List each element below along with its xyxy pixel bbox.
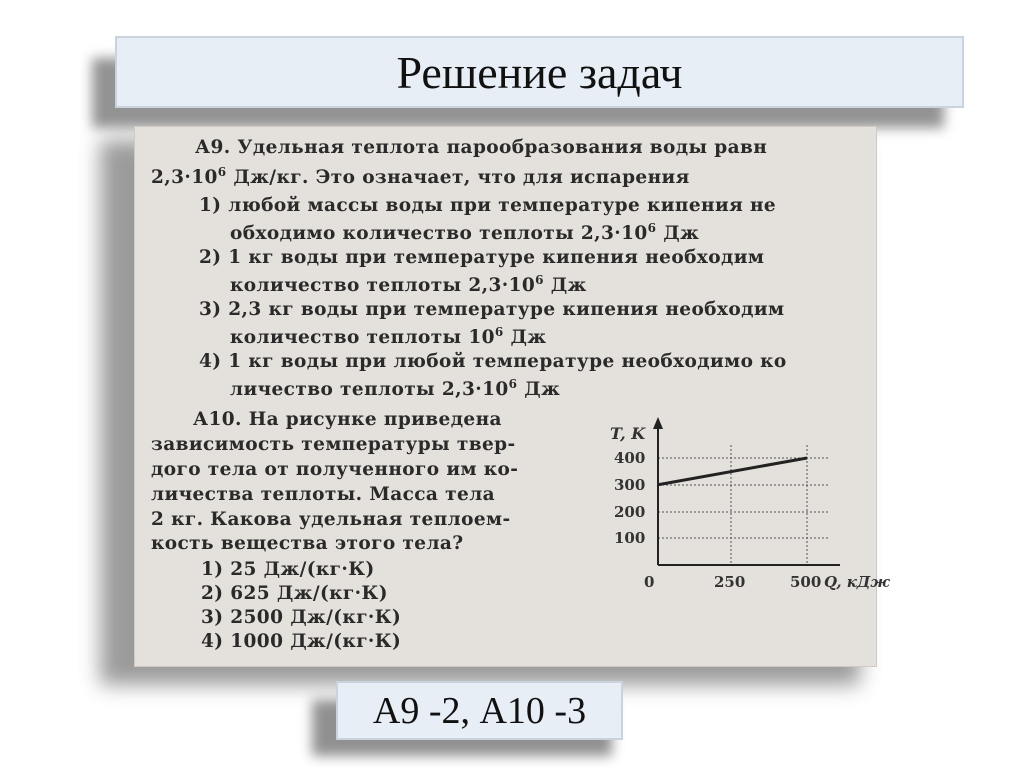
a9-line-text: 2) 1 кг воды при температуре кипения необходим: [199, 247, 765, 268]
a9-line-text: 2,3·10: [151, 167, 218, 189]
a9-line-text: А9. Удельная теплота парообразования воды равн: [195, 137, 768, 158]
slide-title: Решение задач: [115, 36, 964, 108]
data-line: [658, 458, 807, 485]
a10-option: 1) 25 Дж/(кг·К): [201, 559, 375, 580]
a9-line-text: количество теплоты 10: [230, 327, 495, 349]
a9-line: [230, 325, 546, 348]
a9-line-text: 1) любой массы воды при температуре кипения не: [199, 195, 777, 216]
a9-line-text: обходимо количество теплоты 2,3·10: [230, 223, 648, 245]
answer-text: А9 -2, А10 -3: [336, 681, 623, 740]
a9-line-suffix: Дж: [517, 379, 561, 401]
a9-line: [230, 221, 699, 244]
a9-line: [199, 351, 787, 372]
x-axis-label: Q, кДж: [824, 573, 890, 591]
a9-line-text: 3) 2,3 кг воды при температуре кипения необходим: [199, 299, 785, 320]
y-tick-300: 300: [614, 476, 646, 494]
a10-line: 2 кг. Какова удельная теплоем-: [151, 509, 511, 530]
y-axis-arrow-icon: [653, 417, 663, 429]
exponent: 6: [494, 325, 504, 339]
exponent: 6: [647, 221, 657, 235]
y-tick-100: 100: [614, 529, 646, 547]
x-tick-0: 0: [644, 573, 655, 591]
a9-line-suffix: Дж: [543, 275, 587, 297]
a9-line-suffix: Дж/кг. Это означает, что для испарения: [226, 167, 690, 189]
x-tick-250: 250: [714, 573, 746, 591]
y-tick-200: 200: [614, 503, 646, 521]
a10-option: 3) 2500 Дж/(кг·К): [201, 607, 402, 628]
a9-line: [230, 273, 587, 296]
exponent: 6: [217, 165, 227, 179]
a9-line-text: количество теплоты 2,3·10: [230, 275, 536, 297]
x-tick-500: 500: [790, 573, 822, 591]
a9-line-text: личество теплоты 2,3·10: [230, 379, 509, 401]
a10-line: зависимость температуры твер-: [151, 434, 516, 455]
a9-line: [151, 165, 690, 188]
y-tick-400: 400: [614, 449, 646, 467]
a9-line: [199, 247, 764, 268]
a9-line-suffix: Дж: [656, 223, 700, 245]
a10-line: кость вещества этого тела?: [151, 533, 464, 554]
a9-line: [230, 377, 560, 400]
a9-line: [199, 299, 784, 320]
a9-line: [195, 137, 767, 158]
temperature-heat-graph: [590, 415, 890, 595]
a10-line: А10. На рисунке приведена: [193, 409, 502, 430]
exponent: 6: [535, 273, 544, 287]
a9-line-suffix: Дж: [503, 327, 547, 349]
exponent: 6: [508, 377, 518, 391]
scanned-textbook-page: [134, 126, 890, 667]
y-axis-label: T, K: [610, 424, 646, 443]
a10-line: дого тела от полученного им ко-: [151, 459, 519, 480]
a10-line: личества теплоты. Масса тела: [151, 484, 496, 505]
a9-line: [199, 195, 776, 216]
a10-option: 2) 625 Дж/(кг·К): [201, 583, 388, 604]
a9-line-text: 4) 1 кг воды при любой температуре необходимо ко: [199, 351, 787, 372]
a10-option: 4) 1000 Дж/(кг·К): [201, 631, 402, 652]
